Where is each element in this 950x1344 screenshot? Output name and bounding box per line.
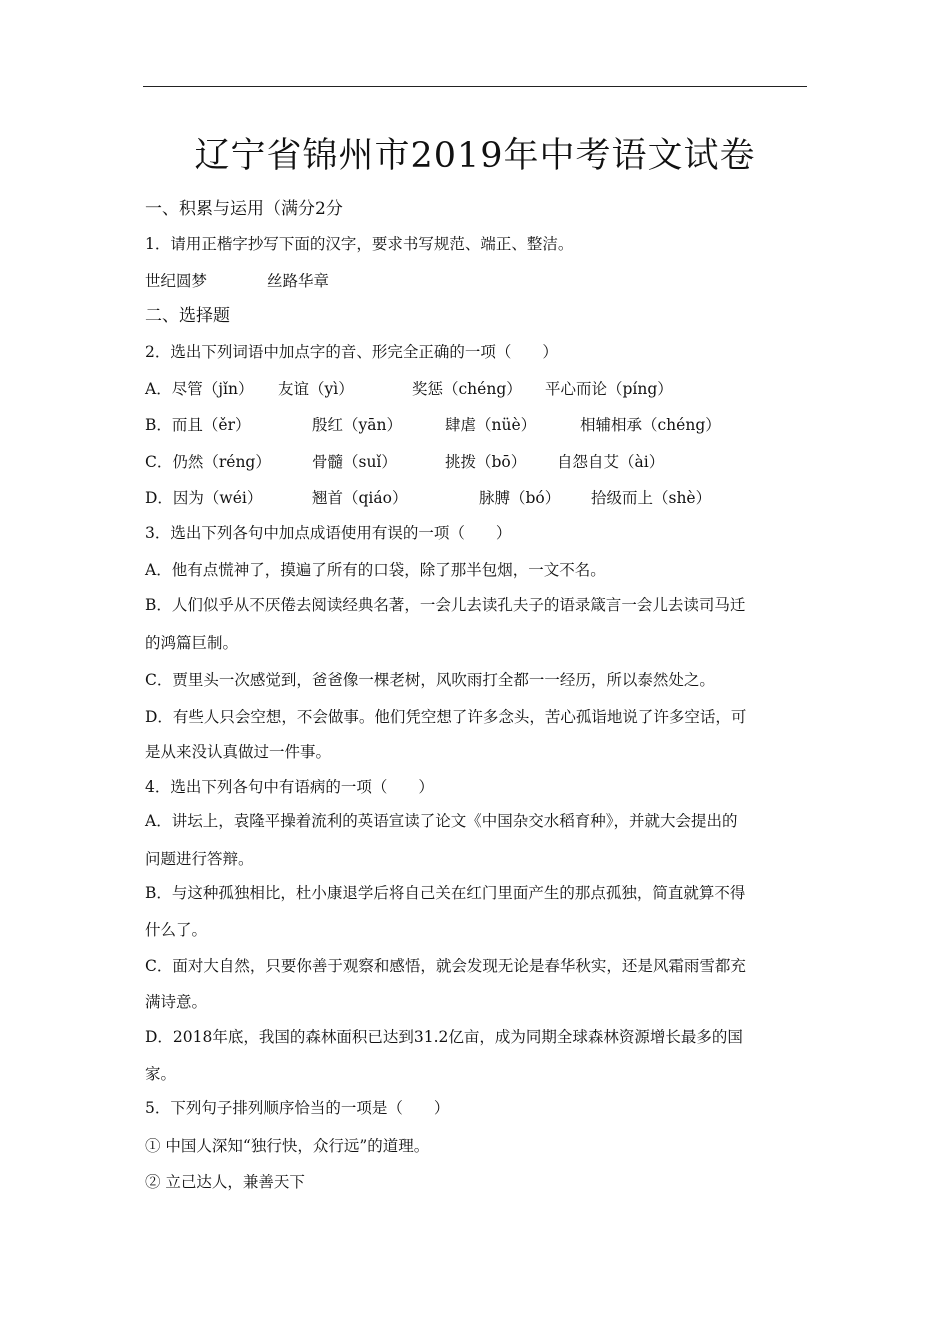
q2-d-4: 拾级而上（shè）: [591, 489, 712, 507]
q2-b-2: 殷红（yān）: [312, 416, 402, 434]
section1-heading: 一、积累与运用（满分2分: [145, 199, 343, 219]
question-4-stem: 4．选出下列各句中有语病的一项（ ）: [145, 778, 434, 796]
q2-c-3: 挑拨（bō）: [445, 453, 527, 471]
header-rule: [143, 86, 807, 87]
copy-word-2: 丝路华章: [267, 272, 330, 290]
q5-sentence-2: ② 立己达人，兼善天下: [145, 1173, 305, 1191]
copy-word-1: 世纪圆梦: [145, 272, 208, 290]
q2-b-3: 肆虐（nüè）: [445, 416, 537, 434]
q2-d-2: 翘首（qiáo）: [312, 489, 408, 507]
q3-option-b-line2: 的鸿篇巨制。: [145, 634, 239, 652]
q3-option-c: C．贾里头一次感觉到，爸爸像一棵老树，风吹雨打全都一一经历，所以泰然处之。: [145, 671, 715, 689]
q5-sentence-1: ① 中国人深知“独行快，众行远”的道理。: [145, 1137, 430, 1155]
q2-c-1: C．仍然（réng）: [145, 453, 271, 471]
q2-option-c: [145, 451, 825, 473]
question-1: 1．请用正楷字抄写下面的汉字，要求书写规范、端正、整洁。: [145, 235, 574, 253]
q2-b-1: B．而且（ěr）: [145, 416, 251, 434]
q2-d-3: 脉膊（bó）: [479, 489, 561, 507]
q4-option-c-line1: C．面对大自然，只要你善于观察和感悟，就会发现无论是春华秋实，还是风霜雨雪都充: [145, 957, 746, 975]
q3-option-d-line1: D．有些人只会空想，不会做事。他们凭空想了许多念头，苦心孤诣地说了许多空话，可: [145, 708, 747, 726]
q3-option-a: A．他有点慌神了，摸遍了所有的口袋，除了那半包烟，一文不名。: [145, 561, 606, 579]
q3-option-d-line2: 是从来没认真做过一件事。: [145, 743, 332, 761]
q2-b-4: 相辅相承（chéng）: [580, 416, 721, 434]
exam-title: 辽宁省锦州市2019年中考语文试卷: [194, 136, 756, 176]
q2-option-a: [145, 378, 825, 400]
q2-c-2: 骨髓（suǐ）: [312, 453, 397, 471]
q2-a-4: 平心而论（píng）: [545, 380, 673, 398]
question-5-stem: 5．下列句子排列顺序恰当的一项是（ ）: [145, 1099, 450, 1117]
copy-words: [145, 270, 825, 292]
q2-a-3: 奖惩（chéng）: [412, 380, 522, 398]
q2-a-1: A．尽管（jǐn）: [145, 380, 254, 398]
q3-option-b-line1: B．人们似乎从不厌倦去阅读经典名著，一会儿去读孔夫子的语录箴言一会儿去读司马迁: [145, 596, 746, 614]
section2-heading: 二、选择题: [145, 306, 230, 326]
question-3-stem: 3．选出下列各句中加点成语使用有误的一项（ ）: [145, 524, 512, 542]
q4-option-d-line1: D．2018年底，我国的森林面积已达到31.2亿亩，成为同期全球森林资源增长最多的国: [145, 1028, 743, 1046]
q2-c-4: 自怨自艾（ài）: [557, 453, 665, 471]
q4-option-a-line2: 问题进行答辩。: [145, 850, 254, 868]
q2-option-d: [145, 487, 825, 509]
q4-option-d-line2: 家。: [145, 1065, 177, 1083]
question-2-stem: 2．选出下列词语中加点字的音、形完全正确的一项（ ）: [145, 343, 558, 361]
q2-a-2: 友谊（yì）: [278, 380, 354, 398]
q4-option-b-line2: 什么了。: [145, 921, 208, 939]
q2-d-1: D．因为（wéi）: [145, 489, 263, 507]
q4-option-a-line1: A．讲坛上，袁隆平操着流利的英语宣读了论文《中国杂交水稻育种》，并就大会提出的: [145, 812, 738, 830]
q4-option-c-line2: 满诗意。: [145, 993, 208, 1011]
q2-option-b: [145, 414, 825, 436]
q4-option-b-line1: B．与这种孤独相比，杜小康退学后将自己关在红门里面产生的那点孤独，简直就算不得: [145, 884, 746, 902]
